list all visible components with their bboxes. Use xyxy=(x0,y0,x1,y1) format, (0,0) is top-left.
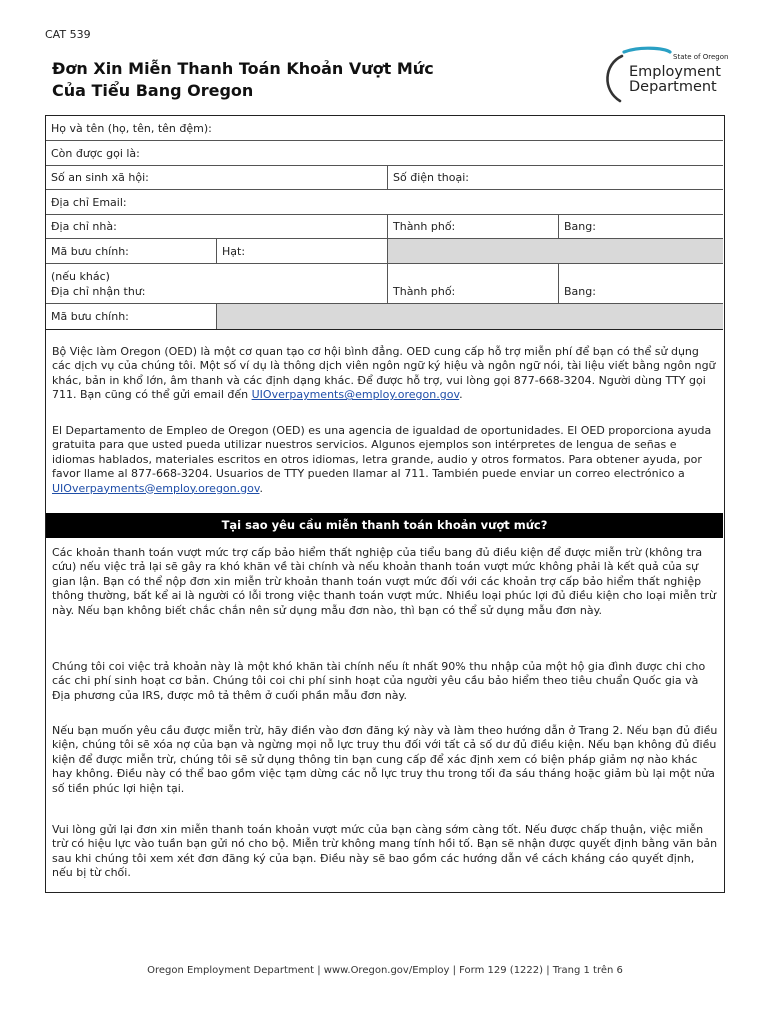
notice-vietnamese xyxy=(52,345,718,403)
city-field[interactable] xyxy=(387,215,558,238)
mailing-address-label: Địa chỉ nhận thư: xyxy=(51,285,146,298)
county-field[interactable] xyxy=(216,239,387,263)
if-different-note: (nếu khác) xyxy=(51,270,110,283)
full-name-label: Họ và tên (họ, tên, tên đệm): xyxy=(51,122,212,135)
row-mailing-zip xyxy=(46,304,723,330)
row-email xyxy=(46,190,723,215)
section-paragraph-3: Nếu bạn muốn yêu cầu được miễn trừ, hãy điền vào đơn đăng ký này và làm theo hướng dẫn ở Trang 2. Nếu bạn đủ điều kiện, chúng tôi sẽ xóa nợ của bạn và ngừng mọi nỗ lực truy thu đối với tất cả số dư đủ điều kiện. Nếu bạn không đủ điều kiện để được miễn trừ, chúng tôi sẽ sử dụng thông tin bạn cung cấp để xác định xem có biện pháp giảm nợ nào khác hay không. Điều này có thể bao gồm việc tạm dừng các nỗ lực truy thu trong tối đa sáu tháng hoặc giảm bù lại một nửa số tiền phúc lợi hiện tại. xyxy=(52,724,718,795)
mailing-state-field[interactable] xyxy=(558,264,723,303)
notice-es-text: El Departamento de Empleo de Oregon (OED) es una agencia de igualdad de oportunidades. El OED proporciona ayuda gratuita para que usted pueda utilizar nuestros servicios. Algunos ejemplos son intérpretes de lengua de señas e idiomas hablados, materiales escritos en otros idiomas, letra grande, audio y otros formatos. Para obtener ayuda, por favor llame al 877-668-3204. Usuarios de TTY pueden llamar al 711. También puede enviar un correo electrónico a xyxy=(52,424,712,481)
shaded-cell-2 xyxy=(216,304,723,329)
ssn-label: Số an sinh xã hội: xyxy=(51,171,149,184)
zip-label: Mã bưu chính: xyxy=(51,245,129,258)
logo-line-2: Department xyxy=(629,79,717,95)
mailing-city-label: Thành phố: xyxy=(393,285,456,298)
logo-line-1: Employment xyxy=(629,64,721,80)
application-form xyxy=(45,115,725,893)
state-label: Bang: xyxy=(564,220,596,233)
row-aka xyxy=(46,141,723,166)
county-label: Hạt: xyxy=(222,245,246,258)
notice-es-end: . xyxy=(259,481,264,495)
page-footer: Oregon Employment Department | www.Oregon.gov/Employ | Form 129 (1222) | Trang 1 trên 6 xyxy=(147,965,623,976)
home-address-label: Địa chỉ nhà: xyxy=(51,220,117,233)
aka-field[interactable] xyxy=(46,141,723,165)
title-line-2: Của Tiểu Bang Oregon xyxy=(52,81,254,100)
shaded-cell xyxy=(387,239,723,263)
page-title xyxy=(52,58,434,102)
row-mailing-address xyxy=(46,264,723,304)
section-paragraph-1: Các khoản thanh toán vượt mức trợ cấp bảo hiểm thất nghiệp của tiểu bang đủ điều kiện để được miễn trừ (không tra cứu) nếu việc trả lại sẽ gây ra khó khăn về tài chính và nếu khoản thanh toán vượt mức không phải là kết quả của sự gian lận. Bạn có thể nộp đơn xin miễn trừ khoản thanh toán vượt mức đối với các khoản trợ cấp bảo hiểm thất nghiệp thông thường, bất kể ai là người có lỗi trong việc thanh toán vượt mức. Nhiều loại phúc lợi đủ điều kiện cho loại miễn trừ này. Nếu bạn không biết chắc chắn nên sử dụng mẫu đơn nào, thì bạn có thể sử dụng mẫu đơn này. xyxy=(52,546,717,617)
mailing-state-label: Bang: xyxy=(564,285,596,298)
notice-spanish xyxy=(52,424,718,496)
mailing-address-field[interactable] xyxy=(46,264,387,303)
row-full-name xyxy=(46,116,723,141)
home-address-field[interactable] xyxy=(46,215,387,238)
form-code: CAT 539 xyxy=(45,28,91,41)
phone-label: Số điện thoại: xyxy=(393,171,470,184)
mailing-zip-field[interactable] xyxy=(46,304,216,329)
logo-small-text: State of Oregon xyxy=(673,53,729,61)
state-field[interactable] xyxy=(558,215,723,238)
employment-department-logo xyxy=(600,46,729,106)
phone-field[interactable] xyxy=(387,166,723,189)
section-paragraph-2: Chúng tôi coi việc trả khoản này là một khó khăn tài chính nếu ít nhất 90% thu nhập của một hộ gia đình được chi cho các chi phí sinh hoạt cơ bản. Chúng tôi coi chi phí sinh hoạt của người yêu cầu bảo hiểm theo tiêu chuẩn Quốc gia và Địa phương của IRS, được mô tả thêm ở cuối phần mẫu đơn này. xyxy=(52,660,706,702)
row-home-address xyxy=(46,215,723,239)
email-label: Địa chỉ Email: xyxy=(51,196,127,209)
section-paragraph-4: Vui lòng gửi lại đơn xin miễn thanh toán khoản vượt mức của bạn càng sớm càng tốt. Nếu được chấp thuận, việc miễn trừ có hiệu lực vào tuần bạn gửi nó cho bộ. Miễn trừ không mang tính hồi tố. Bạn sẽ nhận được quyết định bằng văn bản sau khi chúng tôi xem xét đơn đăng ký của bạn. Điều này sẽ bao gồm các hướng dẫn về cách kháng cáo quyết định, nếu bị từ chối. xyxy=(52,823,718,880)
row-zip-county xyxy=(46,239,723,264)
notice-vi-text: Bộ Việc làm Oregon (OED) là một cơ quan tạo cơ hội bình đẳng. OED cung cấp hỗ trợ miễn phí để bạn có thể sử dụng các dịch vụ của chúng tôi. Một số ví dụ là thông dịch viên ngôn ngữ ký hiệu và ngôn ngữ nói, tài liệu viết bằng ngôn ngữ khác, bản in khổ lớn, âm thanh và các định dạng khác. Để được hỗ trợ, vui lòng gọi 877-668-3204. Người dùng TTY gọi 711. Bạn cũng có thể gửi email đến xyxy=(52,345,716,402)
mailing-zip-label: Mã bưu chính: xyxy=(51,310,129,323)
aka-label: Còn được gọi là: xyxy=(51,147,140,160)
section-heading: Tại sao yêu cầu miễn thanh toán khoản vượt mức? xyxy=(46,513,723,538)
notice-vi-end: . xyxy=(459,388,463,402)
title-line-1: Đơn Xin Miễn Thanh Toán Khoản Vượt Mức xyxy=(52,59,434,78)
mailing-city-field[interactable] xyxy=(387,264,558,303)
full-name-field[interactable] xyxy=(46,116,723,140)
zip-field[interactable] xyxy=(46,239,216,263)
notice-es-email-link[interactable]: UIOverpayments@employ.oregon.gov xyxy=(52,481,260,495)
notice-vi-email-link[interactable]: UIOverpayments@employ.oregon.gov xyxy=(251,388,460,402)
email-field[interactable] xyxy=(46,190,723,214)
row-ssn-phone xyxy=(46,166,723,190)
ssn-field[interactable] xyxy=(46,166,387,189)
city-label: Thành phố: xyxy=(393,220,456,233)
